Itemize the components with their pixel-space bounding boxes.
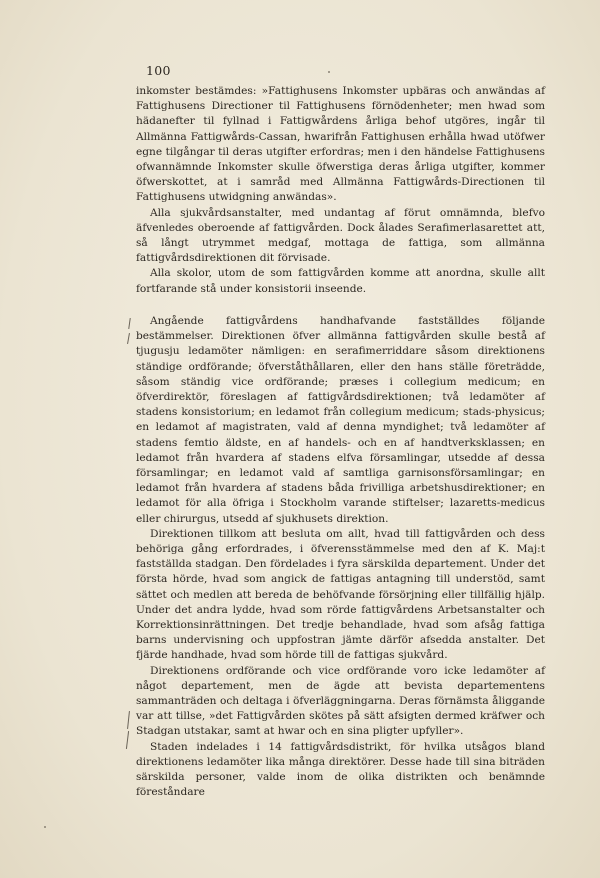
margin-pencil-mark — [126, 731, 129, 749]
paragraph: Angående fattigvårdens handhafvande fastställdes följande bestämmelser. Direktionen öfver allmänna fattigvården skulle bestå af tjugusju ledamöter nämligen: en serafimerriddare såsom direktionens ständige ordförande; öfverståthållaren, eller den hans ställe företrädde, såsom ständig vice ordförande; præses i collegium medicum; en öfverdirektör, föreslagen af fattigvårdsdirektionen; två ledamöter af stadens konsistorium; en ledamot från collegium medicum; stads-physicus; en ledamot af magistraten, vald af denna myndighet; två ledamöter af stadens femtio äldste, en af handels- och en af handtverksklassen; en ledamot från hvardera af stadens elfva församlingar, utsedde af dessa församlingar; en ledamot vald af samtliga garnisonsförsamlingar; en ledamot från hvardera af stadens båda frivilliga arbetshusdirektioner; en ledamot för alla öfriga i Stockholm varande stiftelser; lazaretts-medicus eller chirurgus, utsedd af sjukhusets direktion. — [136, 315, 545, 525]
speck-mark — [328, 71, 330, 73]
paragraph: inkomster bestämdes: »Fattighusens Inkomster upbäras och anwändas af Fattighusens Directioner til Fattighusens förnödenheter; men hwad som hädanefter til fyllnad i Fattigwårdens årliga behof utgöres, ingår til Allmänna Fattigwårds-Cassan, hwarifrån Fattighusen erhålla hwad utöfwer egne tilgångar til deras utgifter erfordras; men i den händelse Fattighusens ofwannämnde Inkomster skulle öfwerstiga deras årliga utgifter, kommer öfwerskottet, at i samråd med Allmänna Fattigwårds-Directionen til Fattighusens utwidgning anwändas». — [136, 85, 545, 204]
text-block-lower — [136, 314, 545, 801]
paragraph: Staden indelades i 14 fattigvårdsdistrikt, för hvilka utsågos bland direktionens ledamöter lika många direktörer. Desse hade till sina biträden särskilda personer, valde inom de olika distrikten och benämnde föreståndare — [136, 740, 545, 799]
speck-mark — [44, 826, 46, 828]
margin-pencil-mark — [127, 333, 130, 344]
paragraph: Direktionens ordförande och vice ordförande voro icke ledamöter af något departement, men de ägde att bevista departementens sammanträden och deltaga i öfverläggningarna. Deras förnämsta åliggande var att tillse, »det Fattigvården skötes på sätt afsigten dermed kräfwer och Stadgan utstakar, samt at hwar och en sina pligter upfyller». — [136, 664, 545, 738]
margin-pencil-mark — [127, 711, 130, 729]
page-number: 100 — [146, 63, 171, 78]
text-block-upper — [136, 84, 545, 297]
paragraph: Alla skolor, utom de som fattigvården komme att anordna, skulle allt fortfarande stå under konsistorii inseende. — [136, 267, 545, 295]
paragraph: Direktionen tillkom att besluta om allt, hvad till fattigvården och dess behöriga gång erfordrades, i öfverensstämmelse med den af K. Maj:t fastställda stadgan. Den fördelades i fyra särskilda departement. Under det första hörde, hvad som angick de fattigas antagning till understöd, samt sättet och medlen att bereda de behöfvande försörjning eller tillfällig hjälp. Under det andra lydde, hvad som rörde fattigvårdens Arbetsanstalter och Korrektionsinrättningen. Det tredje behandlade, hvad som afsåg fattiga barns undervisning och uppfostran jämte därför afsedda anstalter. Det fjärde handhade, hvad som hörde till de fattigas sjukvård. — [136, 527, 545, 662]
margin-pencil-mark — [128, 318, 131, 329]
paragraph: Alla sjukvårdsanstalter, med undantag af förut omnämnda, blefvo äfvenledes oberoende af fattigvården. Dock ålades Serafimerlasarettet att, så långt utrymmet medgaf, mottaga de fattiga, som allmänna fattigvårdsdirektionen dit förvisade. — [136, 206, 545, 265]
